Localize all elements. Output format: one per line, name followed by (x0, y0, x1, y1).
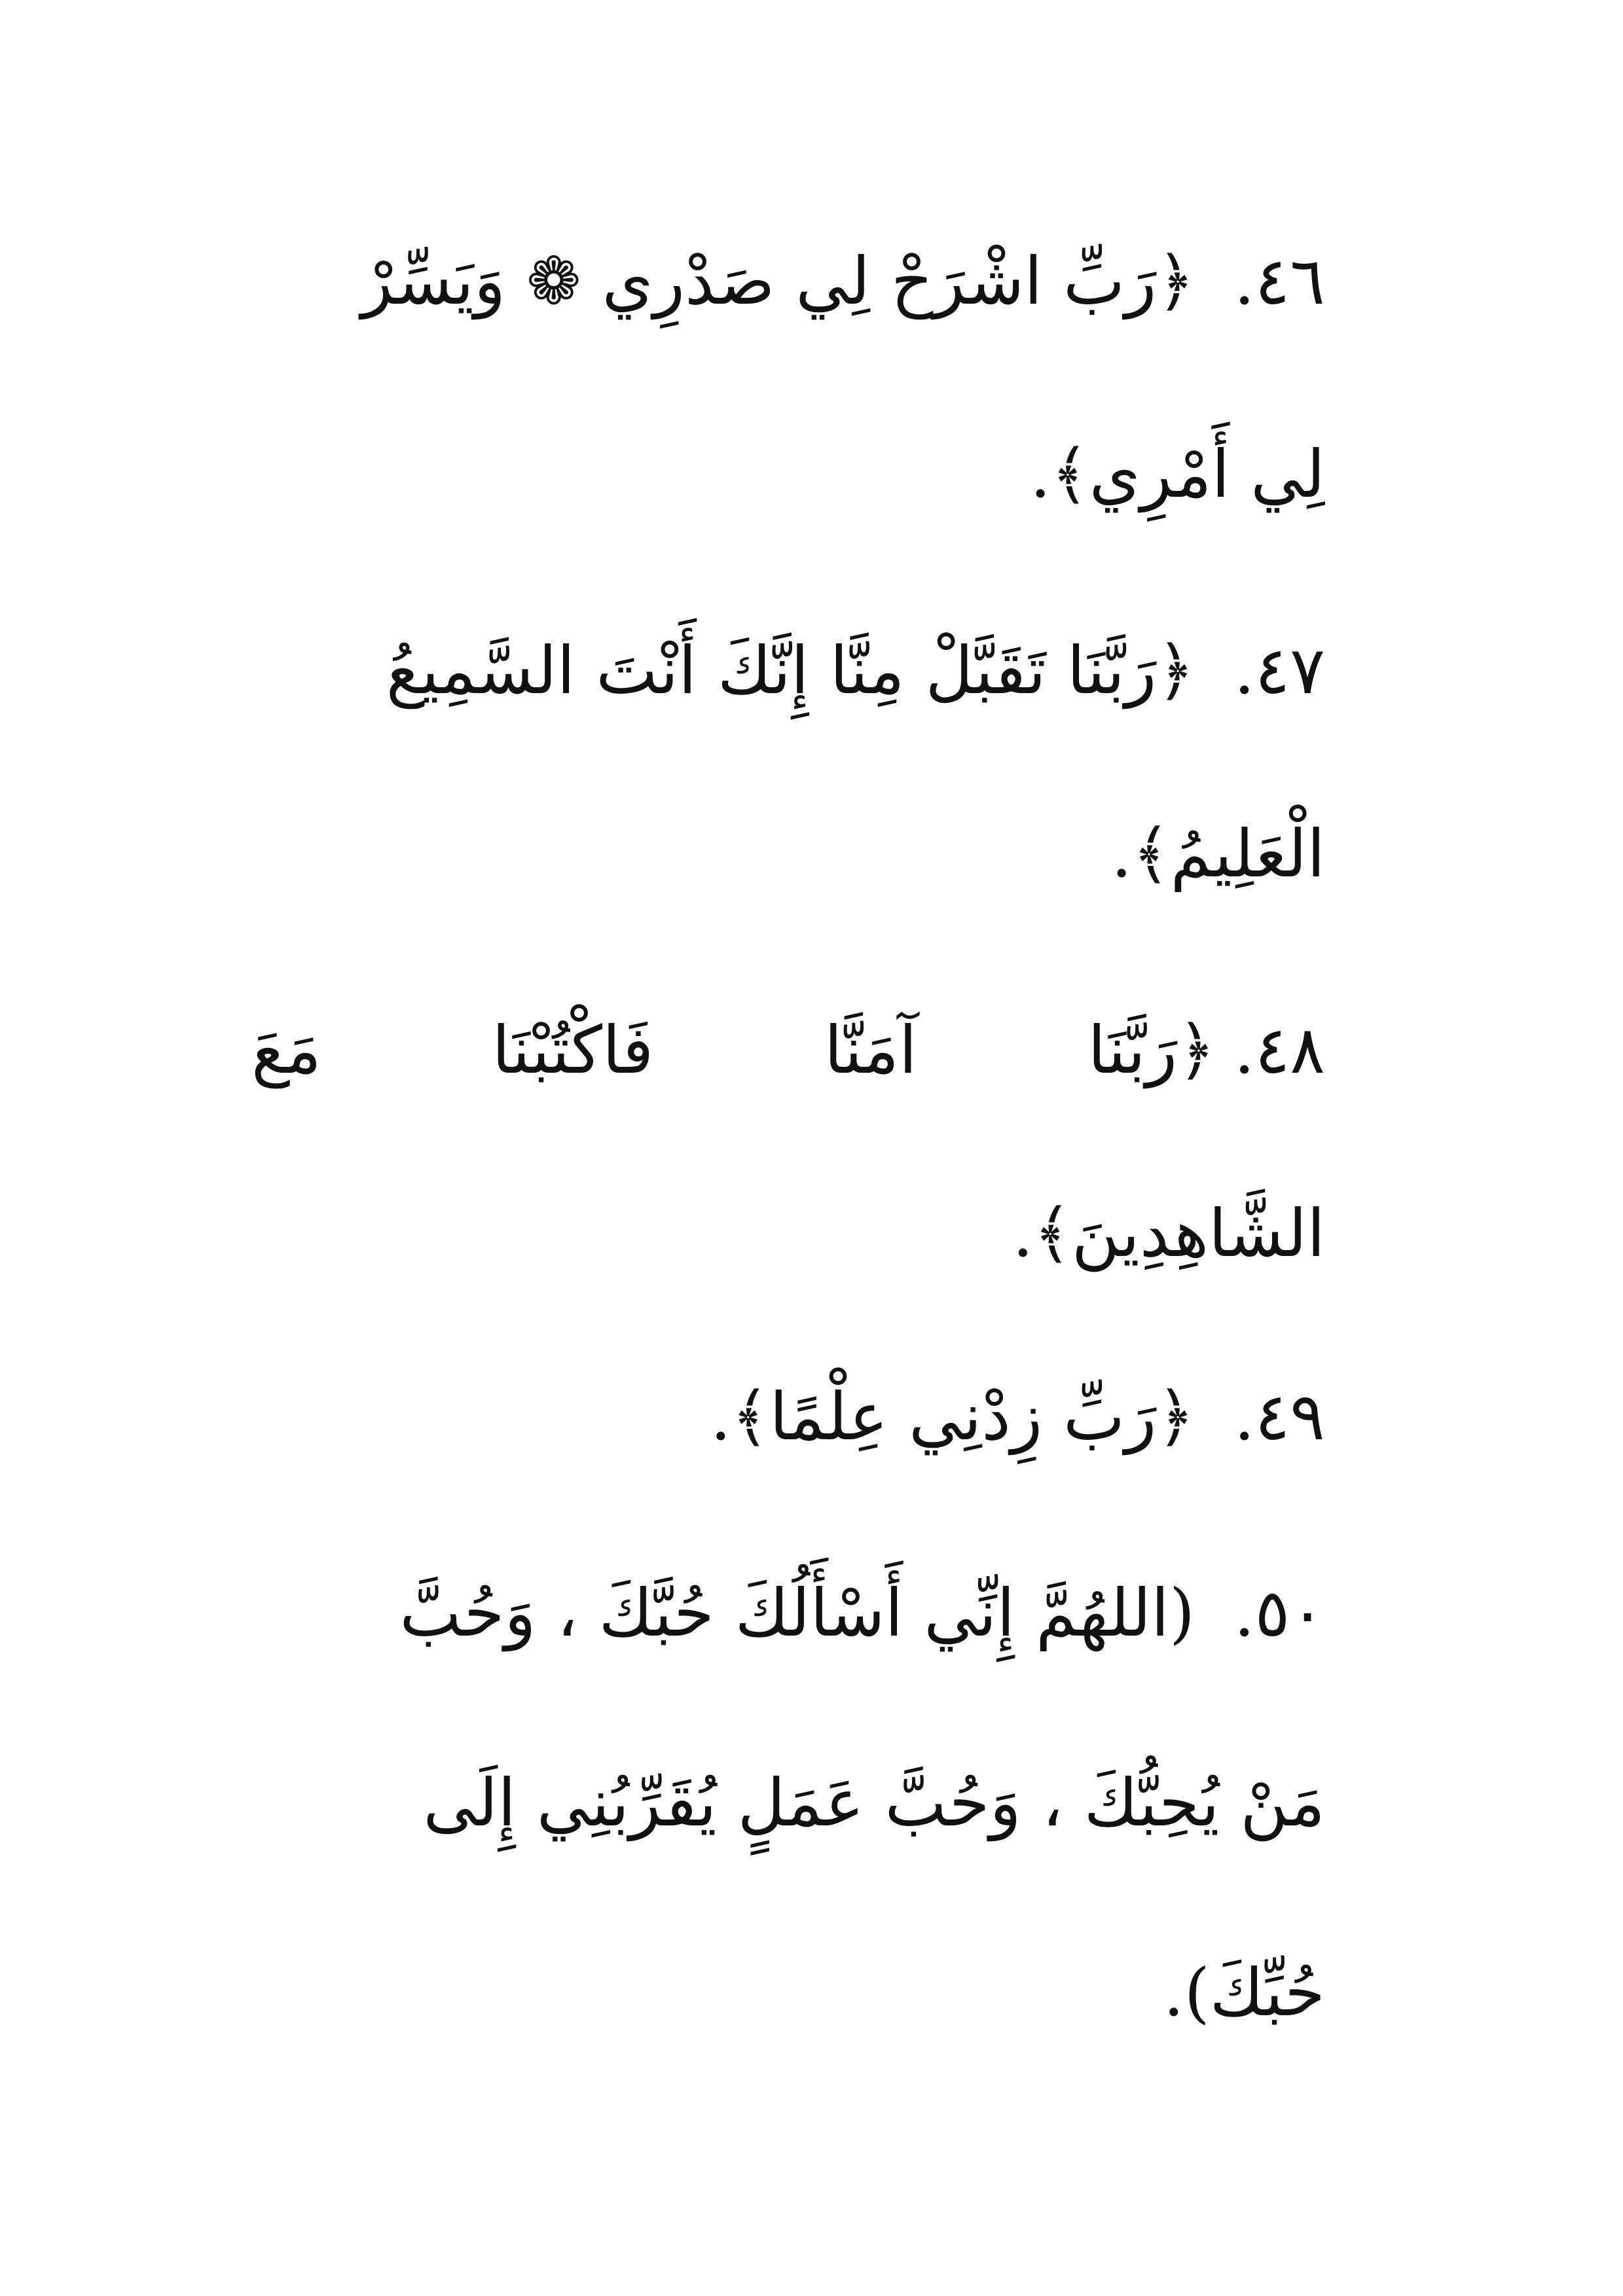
dua-50-line-1 (251, 1558, 1325, 1669)
item-number: ٥٠. (1233, 1575, 1325, 1651)
item-number: ٤٦. (1233, 243, 1325, 319)
dua-word: فَاكْتُبْنَا (492, 1012, 654, 1088)
item-number: ٤٧. (1233, 632, 1325, 709)
item-number: ٤٨. (1233, 1012, 1325, 1088)
item-number: ٤٩. (1233, 1378, 1325, 1455)
dua-48-number-and-word (1087, 995, 1325, 1106)
dua-text: حُبِّكَ). (1163, 1954, 1325, 2031)
dua-text: الْعَلِيمُ﴾. (1111, 816, 1325, 892)
dua-47-line-2 (251, 798, 1325, 910)
dua-49-line-1 (251, 1361, 1325, 1473)
dua-word: آمَنَّا (824, 1012, 917, 1088)
dua-text: ﴿رَبِّ زِدْنِي عِلْمًا﴾. (710, 1378, 1195, 1455)
dua-text: ﴿رَبَّنَا تَقَبَّلْ مِنَّا إِنَّكَ أَنْتَ السَّمِيعُ (386, 632, 1195, 709)
dua-text: ﴿رَبِّ اشْرَحْ لِي صَدْرِي ❁ وَيَسِّرْ (361, 243, 1195, 319)
dua-50-line-2 (251, 1748, 1325, 1859)
dua-text: (اللهُمَّ إِنِّي أَسْأَلُكَ حُبَّكَ ، وَحُبَّ (399, 1575, 1195, 1651)
dua-text: لِي أَمْرِي﴾. (1030, 436, 1325, 512)
dua-47-line-1 (251, 615, 1325, 726)
dua-46-line-1 (251, 226, 1325, 337)
dua-word: مَعَ (251, 1012, 321, 1088)
dua-text: مَنْ يُحِبُّكَ ، وَحُبَّ عَمَلٍ يُقَرِّبُنِي إِلَى (423, 1765, 1325, 1841)
dua-50-line-3 (251, 1937, 1325, 2049)
dua-48-line-1 (251, 995, 1325, 1106)
dua-word: ﴿رَبَّنَا (1087, 1012, 1216, 1088)
dua-46-line-2 (251, 419, 1325, 530)
dua-48-line-2 (251, 1178, 1325, 1289)
dua-text: الشَّاهِدِينَ﴾. (1012, 1195, 1325, 1272)
